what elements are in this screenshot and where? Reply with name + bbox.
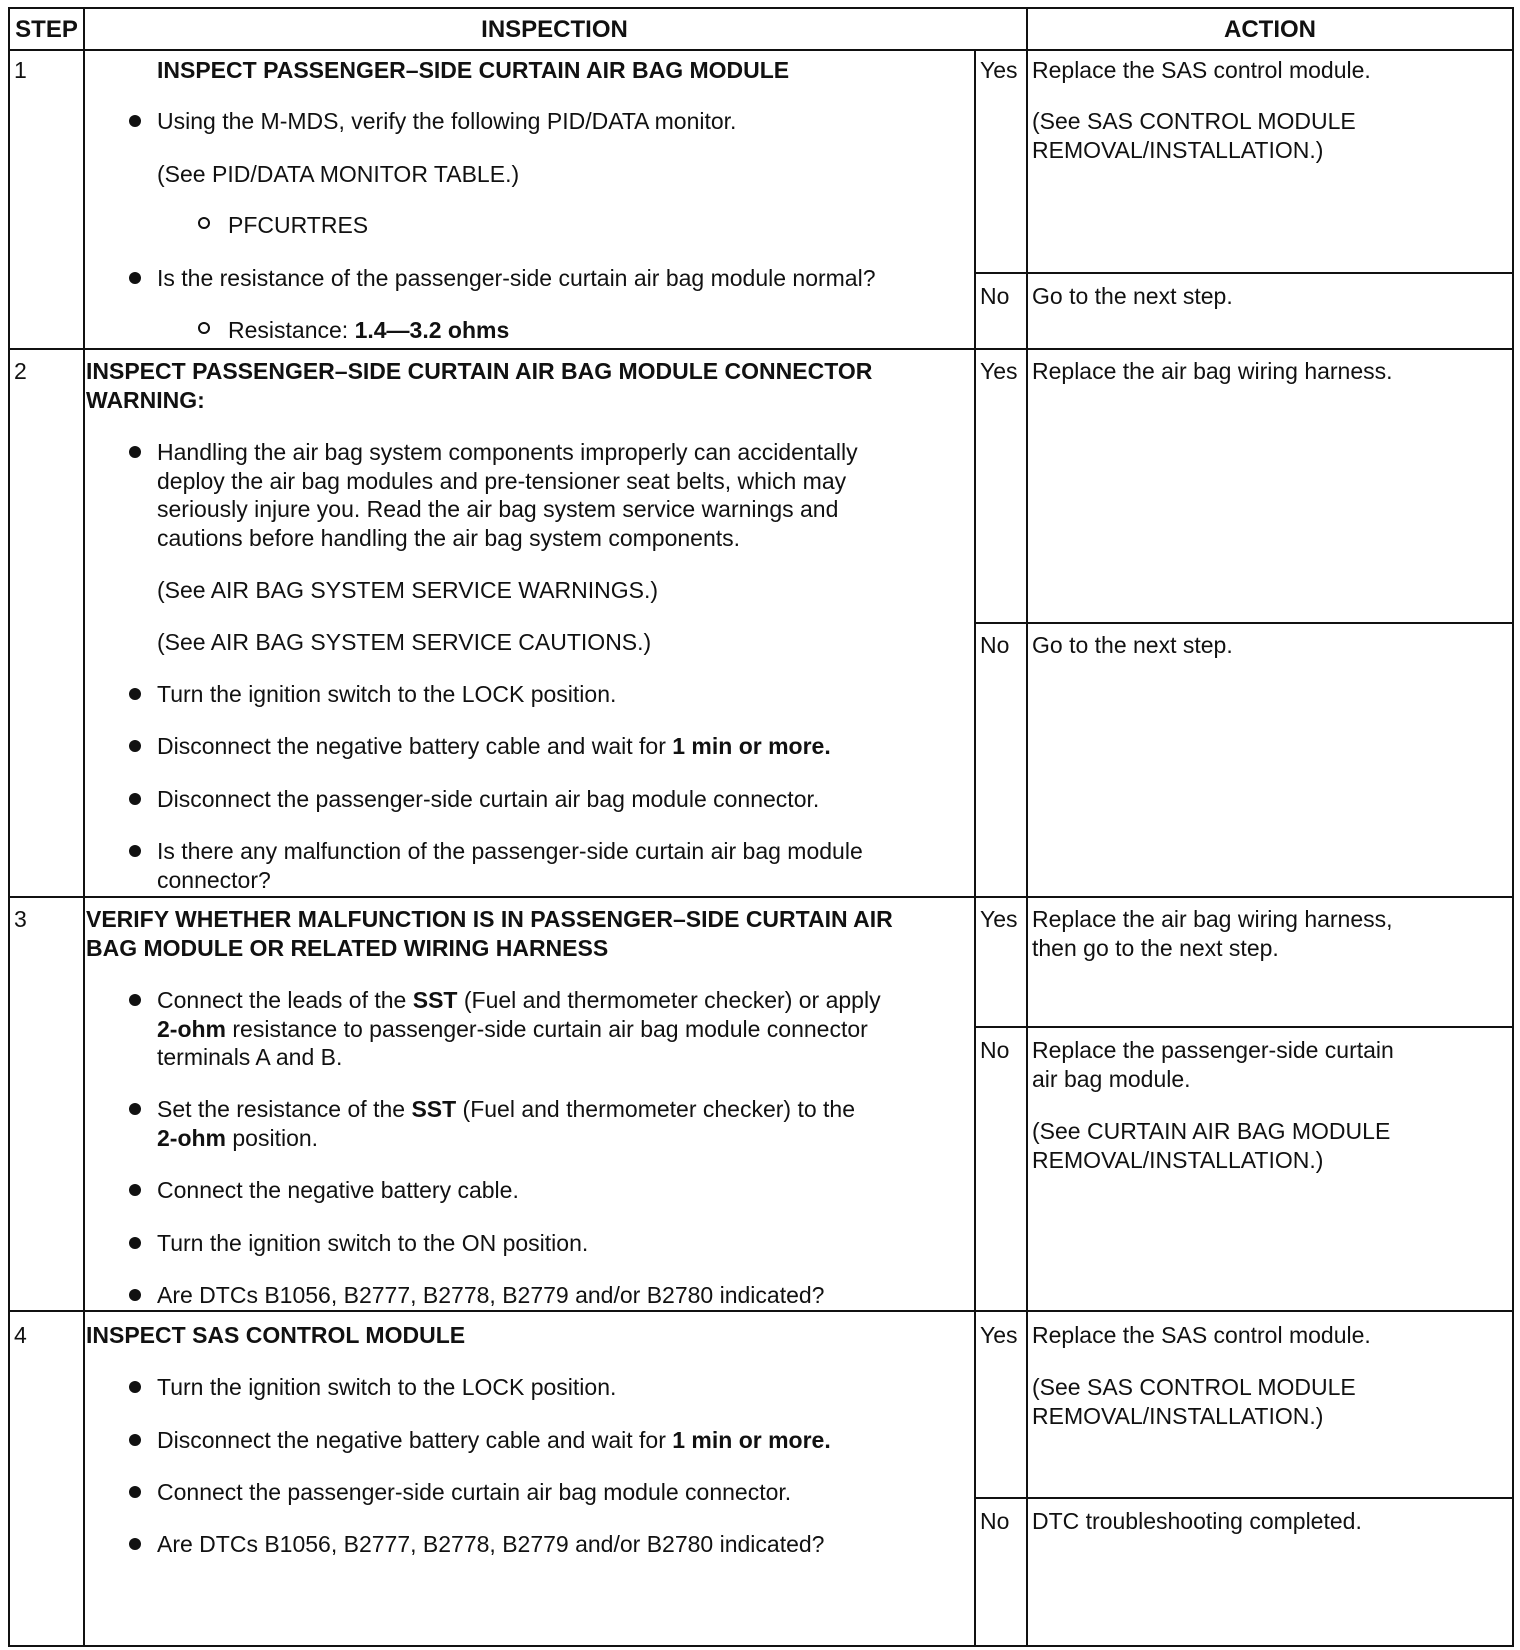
yes-action-ref: (See SAS CONTROL MODULE (1032, 108, 1356, 134)
bullet-icon (129, 793, 141, 805)
step-item: Set the resistance of the SST (Fuel and thermometer checker) to the (157, 1096, 856, 1122)
step-title: BAG MODULE OR RELATED WIRING HARNESS (86, 935, 609, 961)
warning-label: WARNING: (86, 387, 205, 413)
yes-label: Yes (980, 906, 1018, 932)
step-item: Is there any malfunction of the passenger-side curtain air bag module (157, 838, 863, 864)
step-item: Turn the ignition switch to the ON position. (157, 1230, 589, 1256)
reference-text: (See AIR BAG SYSTEM SERVICE WARNINGS.) (157, 577, 659, 603)
no-label: No (980, 1508, 1010, 1534)
step-item: connector? (157, 867, 271, 893)
header-action: ACTION (1224, 16, 1316, 43)
warning-text: deploy the air bag modules and pre-tensioner seat belts, which may (157, 468, 847, 494)
step-item: Turn the ignition switch to the LOCK position. (157, 681, 617, 707)
header-inspection: INSPECTION (481, 16, 628, 43)
no-label: No (980, 1037, 1010, 1063)
step-item: Is the resistance of the passenger-side curtain air bag module normal? (157, 265, 876, 291)
divider (974, 51, 976, 1645)
warning-text: Handling the air bag system components improperly can accidentally (157, 439, 858, 465)
bullet-icon (129, 1103, 141, 1115)
bullet-icon (129, 688, 141, 700)
step-item: Disconnect the passenger-side curtain air bag module connector. (157, 786, 820, 812)
yes-action: Replace the air bag wiring harness, (1032, 906, 1393, 932)
bullet-icon (129, 1538, 141, 1550)
specification: Resistance: 1.4—3.2 ohms (228, 317, 510, 343)
yes-action-ref: REMOVAL/INSTALLATION.) (1032, 137, 1324, 163)
step-item: 2-ohm position. (157, 1125, 319, 1151)
yes-label: Yes (980, 1322, 1018, 1348)
step-item: Connect the negative battery cable. (157, 1177, 519, 1203)
step-number: 2 (14, 358, 27, 384)
step-item: terminals A and B. (157, 1044, 343, 1070)
yes-label: Yes (980, 358, 1018, 384)
divider (974, 272, 1512, 274)
step-item: Are DTCs B1056, B2777, B2778, B2779 and/or B2780 indicated? (157, 1282, 825, 1308)
step-title: INSPECT SAS CONTROL MODULE (86, 1322, 466, 1348)
yes-action-ref: (See SAS CONTROL MODULE (1032, 1374, 1356, 1400)
no-action: Replace the passenger-side curtain (1032, 1037, 1394, 1063)
bullet-icon (129, 1434, 141, 1446)
circle-bullet-icon (198, 322, 210, 334)
header-step: STEP (15, 16, 78, 43)
yes-label: Yes (980, 57, 1018, 83)
circle-bullet-icon (198, 217, 210, 229)
reference-text: (See AIR BAG SYSTEM SERVICE CAUTIONS.) (157, 629, 652, 655)
step-item: 2-ohm resistance to passenger-side curtain air bag module connector (157, 1016, 868, 1042)
yes-action-ref: REMOVAL/INSTALLATION.) (1032, 1403, 1324, 1429)
divider (10, 1310, 1512, 1312)
step-number: 3 (14, 906, 27, 932)
bullet-icon (129, 446, 141, 458)
step-title: INSPECT PASSENGER–SIDE CURTAIN AIR BAG MODULE (157, 57, 790, 83)
step-item: Are DTCs B1056, B2777, B2778, B2779 and/or B2780 indicated? (157, 1531, 825, 1557)
warning-text: seriously injure you. Read the air bag system service warnings and (157, 496, 839, 522)
monitor-pid: PFCURTRES (228, 212, 369, 238)
warning-text: cautions before handling the air bag system components. (157, 525, 741, 551)
divider (974, 1497, 1512, 1499)
yes-action: Replace the SAS control module. (1032, 1322, 1371, 1348)
step-item: Using the M-MDS, verify the following PID/DATA monitor. (157, 108, 737, 134)
bullet-icon (129, 1289, 141, 1301)
inspection-table (8, 7, 1514, 1647)
step-item: Turn the ignition switch to the LOCK position. (157, 1374, 617, 1400)
step-item: Disconnect the negative battery cable and wait for 1 min or more. (157, 733, 831, 759)
divider (10, 896, 1512, 898)
reference-text: (See PID/DATA MONITOR TABLE.) (157, 161, 520, 187)
step-title: VERIFY WHETHER MALFUNCTION IS IN PASSENGER–SIDE CURTAIN AIR (86, 906, 893, 932)
no-action-ref: REMOVAL/INSTALLATION.) (1032, 1147, 1324, 1173)
bullet-icon (129, 1184, 141, 1196)
divider (1026, 9, 1028, 1645)
divider (974, 1026, 1512, 1028)
divider (10, 348, 1512, 350)
step-number: 4 (14, 1322, 27, 1348)
no-action: Go to the next step. (1032, 632, 1233, 658)
bullet-icon (129, 115, 141, 127)
bullet-icon (129, 994, 141, 1006)
step-item: Connect the leads of the SST (Fuel and thermometer checker) or apply (157, 987, 881, 1013)
step-item: Connect the passenger-side curtain air bag module connector. (157, 1479, 792, 1505)
no-action: Go to the next step. (1032, 283, 1233, 309)
bullet-icon (129, 1237, 141, 1249)
bullet-icon (129, 740, 141, 752)
step-number: 1 (14, 57, 27, 83)
no-label: No (980, 632, 1010, 658)
bullet-icon (129, 1486, 141, 1498)
yes-action: then go to the next step. (1032, 935, 1279, 961)
bullet-icon (129, 1381, 141, 1393)
step-title: INSPECT PASSENGER–SIDE CURTAIN AIR BAG MODULE CONNECTOR (86, 358, 873, 384)
yes-action: Replace the SAS control module. (1032, 57, 1371, 83)
no-action-ref: (See CURTAIN AIR BAG MODULE (1032, 1118, 1391, 1144)
no-action: DTC troubleshooting completed. (1032, 1508, 1362, 1534)
bullet-icon (129, 272, 141, 284)
no-label: No (980, 283, 1010, 309)
divider (83, 9, 85, 1645)
step-item: Disconnect the negative battery cable and wait for 1 min or more. (157, 1427, 831, 1453)
bullet-icon (129, 845, 141, 857)
divider (974, 622, 1512, 624)
no-action: air bag module. (1032, 1066, 1191, 1092)
yes-action: Replace the air bag wiring harness. (1032, 358, 1393, 384)
